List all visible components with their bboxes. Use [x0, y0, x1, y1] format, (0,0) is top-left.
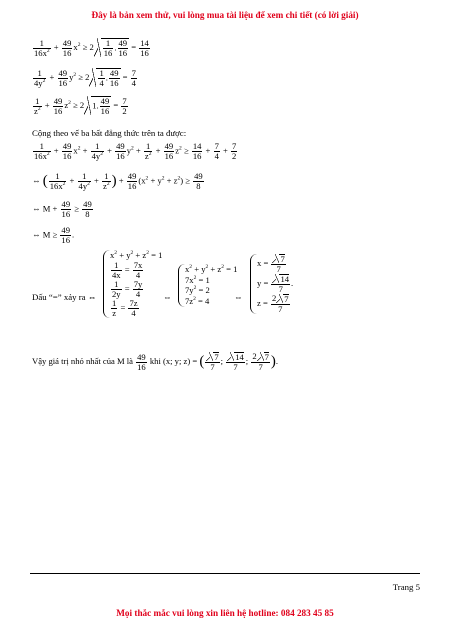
inequality-y: $\frac{1}{4y^2}$ + $\frac{49}{16}$ $y^2 \ge 2$ $\frac{1}{4}$ . $\frac{49}{16}$ = $\frac{7}{4}$: [34, 67, 136, 89]
page-number: Trang 5: [392, 582, 420, 592]
footer-divider: [30, 573, 420, 574]
conclusion-when: khi: [149, 356, 161, 366]
intro-text: Cộng theo vế ba bất đẳng thức trên ta được:: [32, 128, 187, 138]
hotline-banner: Mọi thắc mắc vui lòng xin liên hệ hotline: 084 283 45 85: [116, 608, 334, 618]
equiv-arrow-1: ⇔: [163, 292, 172, 302]
conclusion-prefix: Vậy giá trị nhỏ nhất của M là: [32, 356, 133, 366]
equiv-arrow-2: ⇔: [234, 292, 243, 302]
inequality-x: $\frac{1}{16x^2}$ + $\frac{49}{16}$ $x^2 \ge 2$ $\frac{1}{16}$ . $\frac{49}{16}$ = $\frac{14}{16}$: [34, 37, 149, 59]
equality-system-2: $x^2 + y^2 + z^2 = 1$ $7x^2 = 1$ $7y^2 = 2$ $7z^2 = 4$: [178, 264, 237, 307]
equality-label: Dấu “=” xảy ra ⇔: [32, 292, 97, 302]
equality-system-1: $x^2 + y^2 + z^2 = 1$ $\frac{1}{4x}$ = $\frac{7x}{4}$ $\frac{1}{2y}$ = $\frac{7y}{4}$ $\frac{1}{z}$ = $\frac{7z}{4}$: [103, 250, 162, 318]
m-lower-bound: ⇔ M ≥ $\frac{49}{16}$ .: [32, 225, 75, 246]
conclusion: Vậy giá trị nhỏ nhất của M là $\frac{49}{16}$ khi (x; y; z) = ( $\frac{7}{7}$ ; $\frac{14}{7}$ ; $\frac{2 7}{7}$ ).: [32, 351, 279, 373]
equivalent-m: ⇔ M + $\frac{49}{16}$ ≥ $\frac{49}{8}$: [32, 199, 92, 220]
sum-inequality: $\frac{1}{16x^2}$ + $\frac{49}{16}$ $x^2$ + $\frac{1}{4y^2}$ + $\frac{49}{16}$ $y^2$ + $\frac{1}{z^2}$ + $\frac{49}{16}$ $z^2$ ≥ $\frac{14}{16}$ + $\frac{7}{4}$ + $\frac{7}{2}$: [34, 141, 237, 162]
equivalent-grouped: ⇔ ( $\frac{1}{16x^2}$ + $\frac{1}{4y^2}$ + $\frac{1}{z^2}$ ) + $\frac{49}{16}$ $(x^2 + y^2 + z^2)$ ≥ $\frac{49}{8}$: [32, 171, 203, 192]
inequality-z: $\frac{1}{z^2}$ + $\frac{49}{16}$ $z^2 \ge 2$ 1. $\frac{49}{16}$ = $\frac{7}{2}$: [34, 95, 127, 117]
preview-banner: Đây là bản xem thử, vui lòng mua tài liệu để xem chi tiết (có lời giải): [91, 10, 359, 20]
equality-solution: x = $\frac{7}{7}$ y = $\frac{14}{7}$ . z = $\frac{2 7}{7}$: [250, 254, 293, 314]
